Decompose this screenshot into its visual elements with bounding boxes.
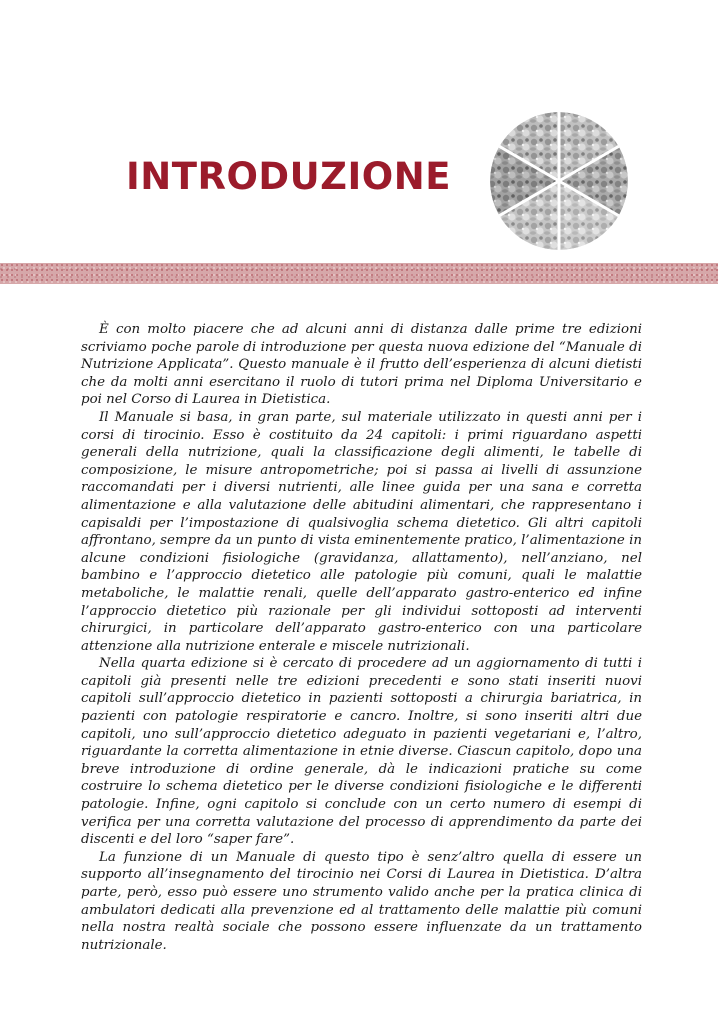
introduction-body — [81, 321, 642, 954]
paragraph: È con molto piacere che ad alcuni anni di distanza dalle prime tre edizioni scriviamo poche parole di introduzione per questa nuova edizione del “Manuale di Nutrizione Applicata”. Questo manuale è il frutto dell’esperienza di alcuni dietisti che da molti anni esercitano il ruolo di tutori prima nel Diploma Universitario e poi nel Corso di Laurea in Dietistica. — [81, 322, 642, 408]
paragraph: Il Manuale si basa, in gran parte, sul materiale utilizzato in questi anni per i corsi di tirocinio. Esso è costituito da 24 capitoli: i primi riguardano aspetti generali della nutrizione, quali la classificazione degli alimenti, le tabelle di composizione, le misure antropometriche; poi si passa ai livelli di assunzione raccomandati per i diversi nutrienti, alle linee guida per una sana e corretta alimentazione e alla valutazione delle abitudini alimentari, che rappresentano i capisaldi per l’impostazione di qualsivoglia schema dietetico. Gli altri capitoli affrontano, sempre da un punto di vista eminentemente pratico, l’alimentazione in alcune condizioni fisiologiche (gravidanza, allattamento), nell’anziano, nel bambino e l’approccio dietetico alle patologie più comuni, quali le malattie metaboliche, le malattie renali, quelle dell’apparato gastro-enterico ed infine l’approccio dietetico più razionale per gli individui sottoposti ad interventi chirurgici, in particolare dell’apparato gastro-enterico con una particolare attenzione alla nutrizione enterale e miscele nutrizionali. — [81, 409, 642, 654]
paragraph: La funzione di un Manuale di questo tipo è senz’altro quella di essere un supporto all’insegnamento del tirocinio nei Corsi di Laurea in Dietistica. D’altra parte, però, esso può essere uno strumento valido anche per la pratica clinica di ambulatori dedicati alla prevenzione ed al trattamento delle malattie più comuni nella nostra realtà sociale che possono essere influenzate da un trattamento nutrizionale. — [81, 849, 642, 953]
decorative-band — [0, 263, 718, 284]
page-title: INTRODUZIONE — [126, 155, 451, 198]
paragraph: Nella quarta edizione si è cercato di procedere ad un aggiornamento di tutti i capitoli già presenti nelle tre edizioni precedenti e sono stati inseriti nuovi capitoli sull’approccio dietetico in pazienti sottoposti a chirurgia bariatrica, in pazienti con patologie respiratorie e cancro. Inoltre, si sono inseriti altri due capitoli, uno sull’approccio dietetico adeguato in pazienti vegetariani e, l’altro, riguardante la corretta alimentazione in etnie diverse. Ciascun capitolo, dopo una breve introduzione di ordine generale, dà le indicazioni pratiche su come costruire lo schema dietetico per le diverse condizioni fisiologiche e le differenti patologie. Infine, ogni capitolo si conclude con un certo numero di esempi di verifica per una corretta valutazione del processo di apprendimento da parte dei discenti e del loro “saper fare”. — [81, 656, 642, 848]
food-wheel-icon — [488, 110, 630, 252]
